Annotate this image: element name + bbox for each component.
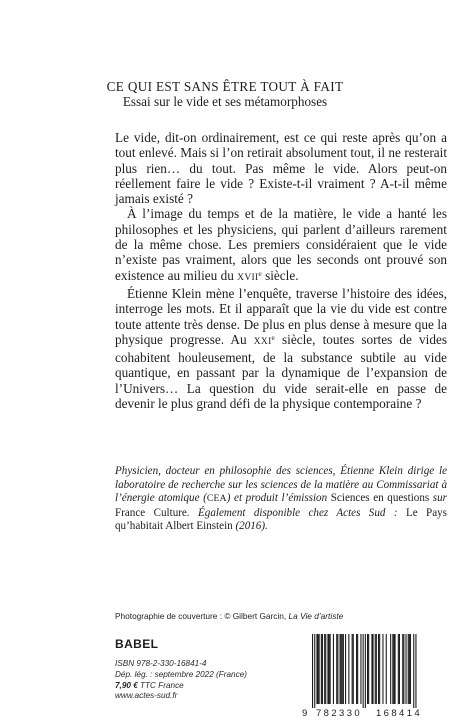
barcode-bar — [330, 634, 331, 704]
barcode-bar — [340, 634, 341, 704]
barcode-digit-first: 9 — [302, 708, 308, 719]
barcode-bar — [341, 634, 342, 704]
barcode-bar — [402, 634, 403, 704]
barcode-bar — [357, 634, 358, 704]
barcode-bar — [329, 634, 330, 704]
barcode-bar — [403, 634, 404, 704]
barcode-bar — [333, 634, 334, 704]
barcode-digits-right: 168414 — [376, 708, 423, 719]
century-xxi: XXI — [253, 336, 272, 347]
barcode-bar — [353, 634, 354, 704]
barcode-bar — [337, 634, 338, 704]
author-bio — [115, 465, 447, 534]
blurb-paragraph-3-end: siècle, toutes sortes de vides cohabitent houleusement, de la substance subtile au vide quantique, en passant par la dynamique de l’expansion de l’Univers… La question du vide serait-elle en passe de devenir le plus grand défi de la physique contemporaine ? — [115, 331, 447, 412]
barcode-bar — [373, 634, 374, 704]
barcode-bar — [386, 634, 387, 704]
barcode-bar — [327, 634, 328, 704]
barcode-bar — [395, 634, 396, 704]
barcode-bar — [312, 634, 313, 708]
barcode-bar — [365, 634, 366, 708]
barcode-bar — [356, 634, 357, 704]
barcode-bar — [314, 634, 315, 708]
barcode-bar — [410, 634, 411, 704]
barcode-bar — [324, 634, 325, 704]
barcode-bar — [345, 634, 346, 704]
barcode-bar — [342, 634, 343, 704]
bio-text-2: ) et produit l’émission — [226, 492, 331, 505]
barcode-bar — [343, 634, 344, 704]
barcode-bar — [406, 634, 407, 704]
photo-credit-work: La Vie d’artiste — [288, 611, 344, 621]
blurb-paragraph-1: Le vide, dit-on ordinairement, est ce qui reste après qu’on a tout enlevé. Mais si l’on retirait absolument tout, il ne resterait plus rien… du tout. Pas même le vide. Alors peut-on réellement faire le vide ? Existe-t-il vraiment ? A-t-il même jamais existé ? — [115, 130, 447, 207]
barcode-bar — [375, 634, 376, 704]
barcode-bar — [415, 634, 416, 708]
bio-text-3: sur — [429, 492, 447, 505]
barcode-bar — [390, 634, 391, 704]
book-metadata — [115, 659, 247, 702]
price-value: 7,90 € — [115, 680, 138, 690]
bio-text-4: . Également disponible chez Actes Sud : — [186, 506, 406, 519]
blurb-paragraph-2 — [115, 206, 447, 285]
blurb-paragraph-3 — [115, 286, 447, 411]
century-suffix: e — [271, 332, 275, 342]
barcode-bar — [336, 634, 337, 704]
publisher-name: BABEL — [115, 637, 159, 651]
barcode-bar — [409, 634, 410, 704]
price-suffix: TTC France — [137, 680, 184, 690]
barcode-bar — [322, 634, 323, 704]
photo-credit — [115, 611, 343, 622]
bio-cea: CEA — [206, 494, 227, 505]
bio-text-5: (2016). — [232, 520, 268, 533]
barcode-bar — [360, 634, 361, 704]
price — [115, 681, 247, 692]
barcode-bar — [368, 634, 369, 704]
barcode-bar — [367, 634, 368, 704]
book-subtitle: Essai sur le vide et ses métamorphoses — [122, 94, 328, 109]
century-xvii: XVII — [237, 272, 259, 283]
blurb-paragraph-3-text: Étienne Klein mène l’enquête, traverse l’histoire des idées, interroge les mots. Et il apparaît que la vie du vide est contre toute attente très dense. De plus en plus dense à mesure que la physique progresse. Au — [115, 285, 447, 347]
book-title: CE QUI EST SANS ÊTRE TOUT À FAIT — [106, 79, 344, 94]
barcode-bar — [318, 634, 319, 704]
barcode-bar — [398, 634, 399, 704]
barcode-bar — [348, 634, 349, 704]
barcode-bar — [378, 634, 379, 704]
website: www.actes-sud.fr — [115, 691, 178, 701]
barcode-bar — [392, 634, 393, 704]
bio-text-1: Physicien, docteur en philosophie des sciences, Étienne Klein dirige le laboratoire de recherche sur les sciences de la matière au Commissariat à l’énergie atomique ( — [115, 465, 447, 505]
barcode-bar — [316, 634, 317, 704]
barcode-bar — [393, 634, 394, 704]
bio-book-title: Le Pays qu’habitait Albert Einstein — [115, 506, 447, 533]
barcode-bar — [399, 634, 400, 704]
barcode-bar — [379, 634, 380, 704]
isbn: ISBN 978-2-330-16841-4 — [115, 659, 207, 668]
barcode-bar — [325, 634, 326, 704]
barcode — [300, 628, 448, 720]
bio-show-title: Sciences en questions — [330, 492, 430, 505]
barcode-bar — [413, 634, 414, 708]
century-suffix: e — [258, 268, 262, 278]
barcode-bar — [363, 634, 364, 708]
photo-credit-label: Photographie de couverture : © Gilbert Garcin, — [115, 611, 289, 621]
blurb-paragraph-2-end: siècle. — [261, 267, 299, 283]
barcode-digits-left: 782330 — [316, 708, 363, 719]
barcode-bar — [321, 634, 322, 704]
barcode-bar — [319, 634, 320, 704]
blurb-paragraph-2-text: À l’image du temps et de la matière, le vide a hanté les philosophes et les physiciens, qui parlent d’ailleurs rarement de la même chose. Les premiers considéraient que le vide n’existe pas vraiment, alors que les seconds ont prouvé son existence au milieu du — [115, 206, 447, 283]
legal-deposit: Dép. lég. : septembre 2022 (France) — [115, 669, 247, 679]
barcode-bar — [376, 634, 377, 704]
bio-station: France Culture — [115, 506, 187, 519]
barcode-bar — [352, 634, 353, 704]
barcode-bar — [371, 634, 372, 704]
barcode-bar — [408, 634, 409, 704]
blurb — [115, 130, 447, 411]
barcode-bar — [382, 634, 383, 704]
